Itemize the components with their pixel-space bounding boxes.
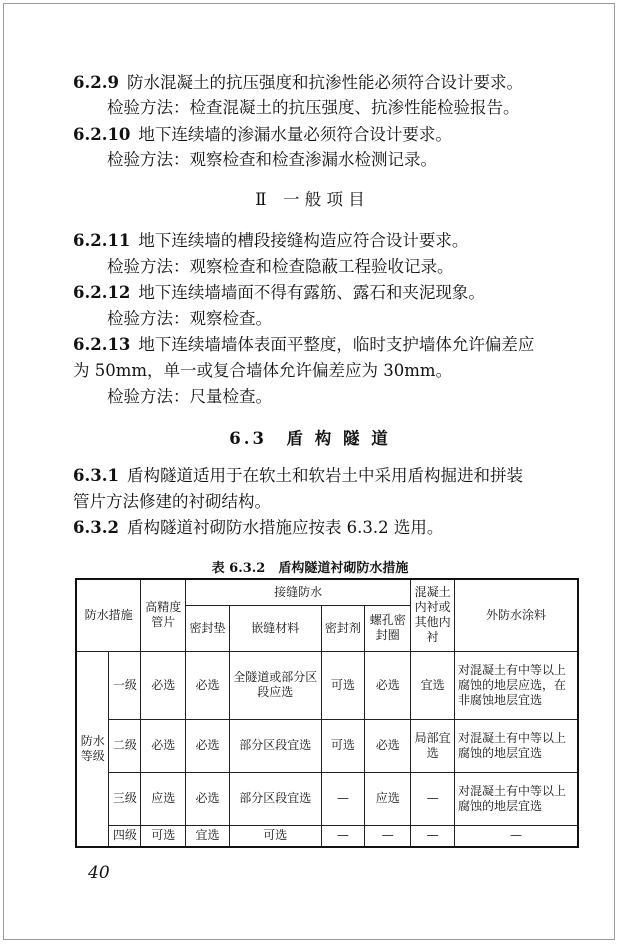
cell-coating: — bbox=[454, 825, 578, 847]
header-joint: 接缝防水 bbox=[186, 579, 411, 605]
header-coating: 外防水涂料 bbox=[454, 579, 578, 651]
cell-grade: 一级 bbox=[109, 651, 141, 719]
clause-6-2-13: 6.2.13 地下连续墙墙体表面平整度，临时支护墙体允许偏差应 bbox=[73, 335, 535, 354]
clause-6-3-1-cont: 管片方法修建的衬砌结构。 bbox=[73, 492, 271, 511]
cell-grade: 四级 bbox=[109, 825, 141, 847]
cell-concrete: 宜选 bbox=[411, 651, 455, 719]
clause-6-2-12: 6.2.12 地下连续墙墙面不得有露筋、露石和夹泥现象。 bbox=[73, 283, 485, 302]
cell-bolt: — bbox=[365, 825, 411, 847]
clause-6-2-10: 6.2.10 地下连续墙的渗漏水量必须符合设计要求。 bbox=[73, 125, 452, 144]
section-heading-general: Ⅱ 一 般 项 目 bbox=[255, 190, 365, 209]
table-header-row-1 bbox=[76, 579, 578, 605]
cell-sealant: — bbox=[321, 825, 365, 847]
clause-6-2-9: 6.2.9 防水混凝土的抗压强度和抗渗性能必须符合设计要求。 bbox=[73, 73, 523, 92]
cell-concrete: — bbox=[411, 772, 455, 825]
header-caulk: 嵌缝材料 bbox=[229, 605, 321, 651]
cell-gasket: 宜选 bbox=[186, 825, 230, 847]
header-measure: 防水措施 bbox=[76, 579, 141, 651]
method-6-2-10: 检验方法：观察检查和检查渗漏水检测记录。 bbox=[107, 150, 437, 169]
cell-bolt: 必选 bbox=[365, 651, 411, 719]
clause-6-2-13-cont: 为 50mm，单一或复合墙体允许偏差应为 30mm。 bbox=[73, 361, 453, 380]
header-precision: 高精度管片 bbox=[141, 579, 186, 651]
cell-bolt: 应选 bbox=[365, 772, 411, 825]
cell-grade: 三级 bbox=[109, 772, 141, 825]
grade-label: 防水等级 bbox=[76, 651, 109, 847]
cell-coating: 对混凝土有中等以上腐蚀的地层宜选 bbox=[454, 719, 578, 772]
cell-concrete: 局部宜选 bbox=[411, 719, 455, 772]
waterproof-measures-table bbox=[75, 578, 579, 848]
method-6-2-12: 检验方法：观察检查。 bbox=[107, 309, 272, 328]
table-row bbox=[76, 719, 578, 772]
method-6-2-9: 检验方法：检查混凝土的抗压强度、抗渗性能检验报告。 bbox=[107, 98, 520, 117]
section-heading-shield-tunnel: 6.3 盾 构 隧 道 bbox=[229, 429, 391, 448]
table-caption: 表 6.3.2 盾构隧道衬砌防水措施 bbox=[211, 561, 409, 576]
cell-sealant: 可选 bbox=[321, 719, 365, 772]
clause-6-3-2: 6.3.2 盾构隧道衬砌防水措施应按表 6.3.2 选用。 bbox=[73, 518, 444, 537]
cell-grade: 二级 bbox=[109, 719, 141, 772]
header-gasket: 密封垫 bbox=[186, 605, 230, 651]
method-6-2-11: 检验方法：观察检查和检查隐蔽工程验收记录。 bbox=[107, 257, 454, 276]
cell-precision: 可选 bbox=[141, 825, 186, 847]
cell-sealant: — bbox=[321, 772, 365, 825]
cell-bolt: 必选 bbox=[365, 719, 411, 772]
cell-gasket: 必选 bbox=[186, 719, 230, 772]
header-bolt: 螺孔密封圈 bbox=[365, 605, 411, 651]
cell-caulk: 部分区段宜选 bbox=[229, 772, 321, 825]
cell-caulk: 全隧道或部分区段应选 bbox=[229, 651, 321, 719]
cell-caulk: 可选 bbox=[229, 825, 321, 847]
cell-caulk: 部分区段宜选 bbox=[229, 719, 321, 772]
cell-concrete: — bbox=[411, 825, 455, 847]
cell-gasket: 必选 bbox=[186, 772, 230, 825]
cell-coating: 对混凝土有中等以上腐蚀的地层应选，在非腐蚀地层宜选 bbox=[454, 651, 578, 719]
table-row bbox=[76, 772, 578, 825]
cell-coating: 对混凝土有中等以上腐蚀的地层宜选 bbox=[454, 772, 578, 825]
cell-precision: 必选 bbox=[141, 719, 186, 772]
clause-6-3-1: 6.3.1 盾构隧道适用于在软土和软岩土中采用盾构掘进和拼装 bbox=[73, 466, 523, 485]
cell-sealant: 可选 bbox=[321, 651, 365, 719]
clause-6-2-11: 6.2.11 地下连续墙的槽段接缝构造应符合设计要求。 bbox=[73, 231, 469, 250]
table-row bbox=[76, 825, 578, 847]
method-6-2-13: 检验方法：尺量检查。 bbox=[107, 387, 272, 406]
cell-gasket: 必选 bbox=[186, 651, 230, 719]
header-sealant: 密封剂 bbox=[321, 605, 365, 651]
cell-precision: 必选 bbox=[141, 651, 186, 719]
page-number: 40 bbox=[88, 863, 110, 883]
header-concrete: 混凝土内衬或其他内衬 bbox=[411, 579, 455, 651]
table-row bbox=[76, 651, 578, 719]
cell-precision: 应选 bbox=[141, 772, 186, 825]
